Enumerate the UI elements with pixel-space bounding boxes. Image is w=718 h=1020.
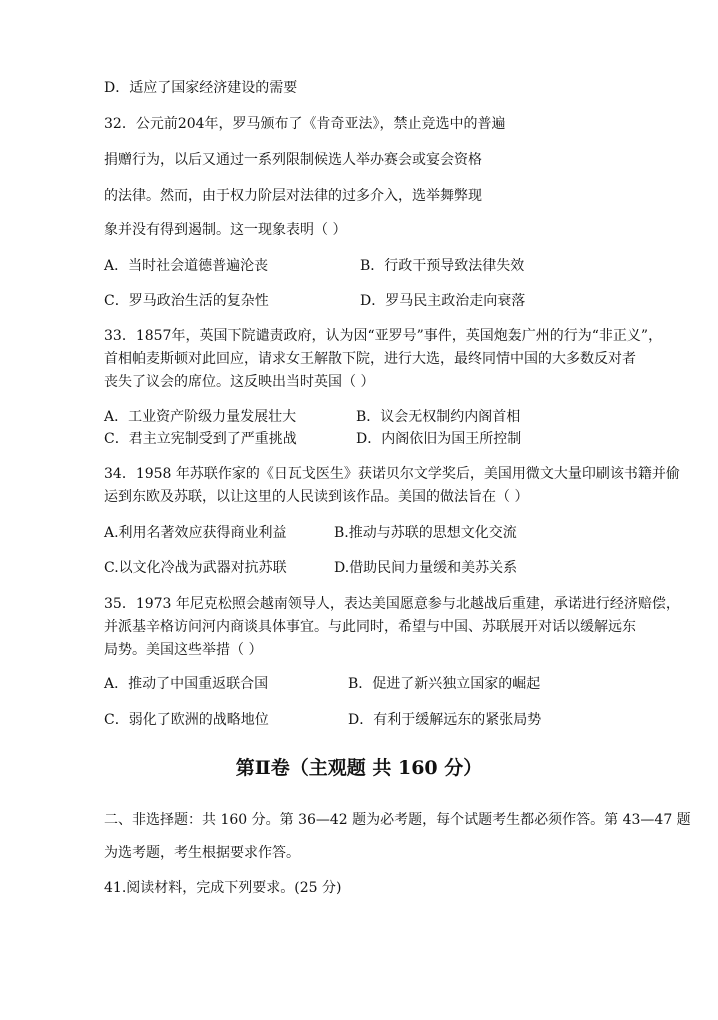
question-35-option-c: C．弱化了欧洲的战略地位	[104, 712, 269, 728]
question-35-option-a: A．推动了中国重返联合国	[104, 676, 269, 692]
question-35-stem-line: 并派基辛格访问河内商谈具体事宜。与此同时，希望与中国、苏联展开对话以缓解远东	[104, 619, 636, 635]
question-32-stem-line: 的法律。然而，由于权力阶层对法律的过多介入，选举舞弊现	[104, 188, 482, 204]
question-32-option-a: A．当时社会道德普遍沦丧	[104, 258, 269, 274]
instruction-line: 二、非选择题：共 160 分。第 36—42 题为必考题，每个试题考生都必须作答。第 43—47 题	[104, 812, 691, 828]
question-31-option-d: D．适应了国家经济建设的需要	[104, 80, 298, 96]
instruction-line: 为选考题，考生根据要求作答。	[104, 845, 300, 861]
question-35-stem-line: 局势。美国这些举措（ ）	[104, 642, 263, 658]
question-33-stem-line: 33．1857年，英国下院谴责政府，认为因“亚罗号”事件，英国炮轰广州的行为“非正义”，	[104, 328, 663, 344]
question-32-option-c: C．罗马政治生活的复杂性	[104, 293, 269, 309]
question-34-option-a: A.利用名著效应获得商业利益	[104, 525, 287, 541]
question-34-stem-line: 34．1958 年苏联作家的《日瓦戈医生》获诺贝尔文学奖后，美国用微文大量印刷该书籍并偷	[104, 466, 680, 482]
question-33-option-b: B．议会无权制约内阁首相	[356, 409, 521, 425]
question-35-stem-line: 35．1973 年尼克松照会越南领导人，表达美国愿意参与北越战后重建，承诺进行经济赔偿，	[104, 596, 680, 612]
question-34-option-d: D.借助民间力量缓和美苏关系	[334, 560, 518, 576]
question-33-option-d: D．内阁依旧为国王所控制	[356, 431, 522, 447]
question-32-stem-line: 32．公元前204年，罗马颁布了《肯奇亚法》，禁止竞选中的普遍	[104, 116, 506, 132]
question-33-option-c: C．君主立宪制受到了严重挑战	[104, 431, 297, 447]
question-41-heading: 41.阅读材料，完成下列要求。(25 分)	[104, 880, 342, 896]
section-2-title: 第Ⅱ卷（主观题 共 160 分）	[235, 757, 483, 779]
question-33-stem-line: 首相帕麦斯顿对此回应，请求女王解散下院，进行大选，最终同情中国的大多数反对者	[104, 351, 636, 367]
question-32-option-b: B．行政干预导致法律失效	[360, 258, 525, 274]
question-34-option-b: B.推动与苏联的思想文化交流	[334, 525, 517, 541]
question-33-option-a: A．工业资产阶级力量发展壮大	[104, 409, 297, 425]
question-32-stem-line: 捐赠行为，以后又通过一系列限制候选人举办赛会或宴会资格	[104, 152, 482, 168]
question-32-option-d: D．罗马民主政治走向衰落	[360, 293, 526, 309]
question-34-option-c: C.以文化冷战为武器对抗苏联	[104, 560, 287, 576]
question-35-option-d: D．有利于缓解远东的紧张局势	[348, 712, 542, 728]
question-35-option-b: B．促进了新兴独立国家的崛起	[348, 676, 541, 692]
question-33-stem-line: 丧失了议会的席位。这反映出当时英国（ ）	[104, 374, 375, 390]
question-34-stem-line: 运到东欧及苏联，以让这里的人民读到该作品。美国的做法旨在（ ）	[104, 489, 529, 505]
question-32-stem-line: 象并没有得到遏制。这一现象表明（ ）	[104, 222, 347, 238]
